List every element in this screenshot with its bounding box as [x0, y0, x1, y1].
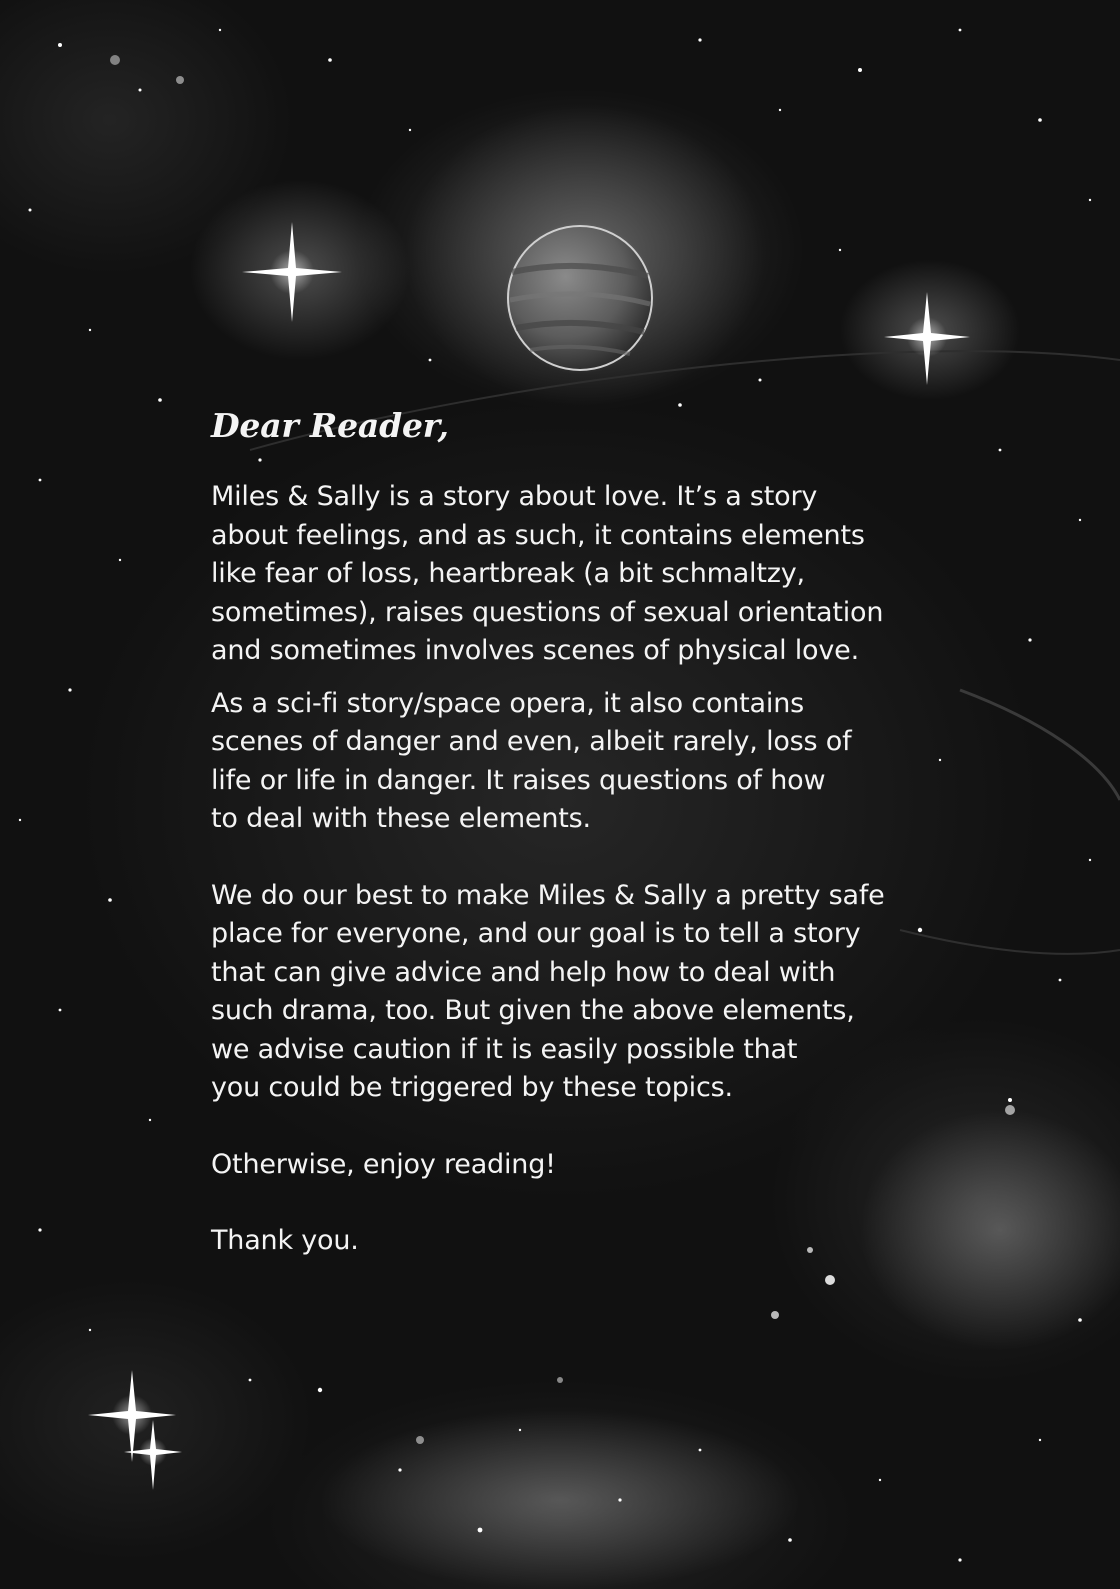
paragraph-danger: As a sci-fi story/space opera, it also contains scenes of danger and even, albeit rarely, loss of life or life in danger. It raises questions of how to deal with these elements.: [211, 687, 852, 834]
paragraph-caution: We do our best to make Miles & Sally a pretty safe place for everyone, and our goal is to tell a story that can give advice and help how to deal with such drama, too. But given the above elements, we advise caution if it is easily possible that you could be triggered by these topics.: [211, 879, 885, 1103]
letter-closing: Thank you.: [211, 1225, 359, 1256]
letter-body: [211, 400, 931, 1261]
planet-icon: [504, 222, 656, 374]
paragraph-love: Miles & Sally is a story about love. It’s a story about feelings, and as such, it contains elements like fear of loss, heartbreak (a bit schmaltzy, sometimes), raises questions of sexual orientation and sometimes involves scenes of physical love.: [211, 481, 884, 666]
paragraph-enjoy: Otherwise, enjoy reading!: [211, 1148, 556, 1180]
letter-greeting: Dear Reader,: [211, 406, 449, 445]
